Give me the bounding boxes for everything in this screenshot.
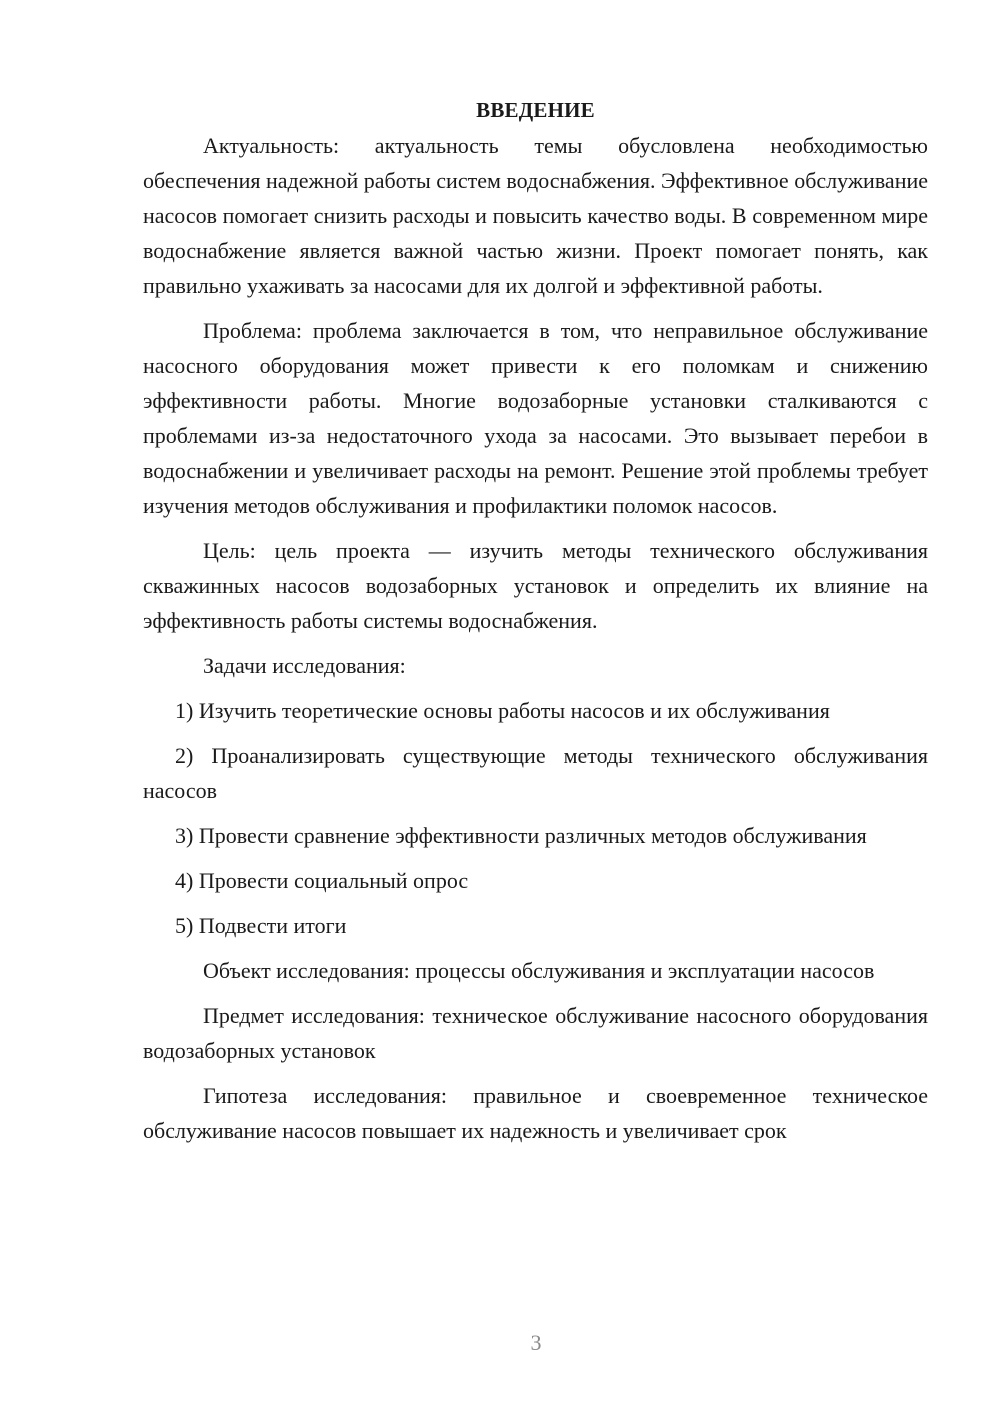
section-title: ВВЕДЕНИЕ	[476, 98, 595, 122]
task-item-2: 2) Проанализировать существующие методы технического обслуживания насосов	[143, 743, 928, 803]
task-item-3: 3) Провести сравнение эффективности различных методов обслуживания	[175, 823, 867, 848]
task-item-4: 4) Провести социальный опрос	[175, 868, 469, 893]
page-number: 3	[530, 1330, 542, 1355]
paragraph-tasks-heading: Задачи исследования:	[203, 653, 406, 678]
paragraph-hypothesis: Гипотеза исследования: правильное и своевременное техническое обслуживание насосов повышает их надежность и увеличивает срок	[143, 1083, 928, 1143]
paragraph-problem: Проблема: проблема заключается в том, что неправильное обслуживание насосного оборудования может привести к его поломкам и снижению эффективности работы. Многие водозаборные установки сталкиваются с проблемами из-за недостаточного ухода за насосами. Это вызывает перебои в водоснабжении и увеличивает расходы на ремонт. Решение этой проблемы требует изучения методов обслуживания и профилактики поломок насосов.	[143, 318, 928, 518]
page-content	[143, 93, 928, 1148]
task-item-5: 5) Подвести итоги	[175, 913, 347, 938]
paragraph-subject: Предмет исследования: техническое обслуживание насосного оборудования водозаборных установок	[143, 1003, 928, 1063]
paragraph-goal: Цель: цель проекта — изучить методы технического обслуживания скважинных насосов водозаборных установок и определить их влияние на эффективность работы системы водоснабжения.	[143, 538, 928, 633]
paragraph-relevance: Актуальность: актуальность темы обусловлена необходимостью обеспечения надежной работы систем водоснабжения. Эффективное обслуживание насосов помогает снизить расходы и повысить качество воды. В современном мире водоснабжение является важной частью жизни. Проект помогает понять, как правильно ухаживать за насосами для их долгой и эффективной работы.	[143, 133, 928, 298]
paragraph-object: Объект исследования: процессы обслуживания и эксплуатации насосов	[203, 958, 875, 983]
task-item-1: 1) Изучить теоретические основы работы насосов и их обслуживания	[175, 698, 830, 723]
